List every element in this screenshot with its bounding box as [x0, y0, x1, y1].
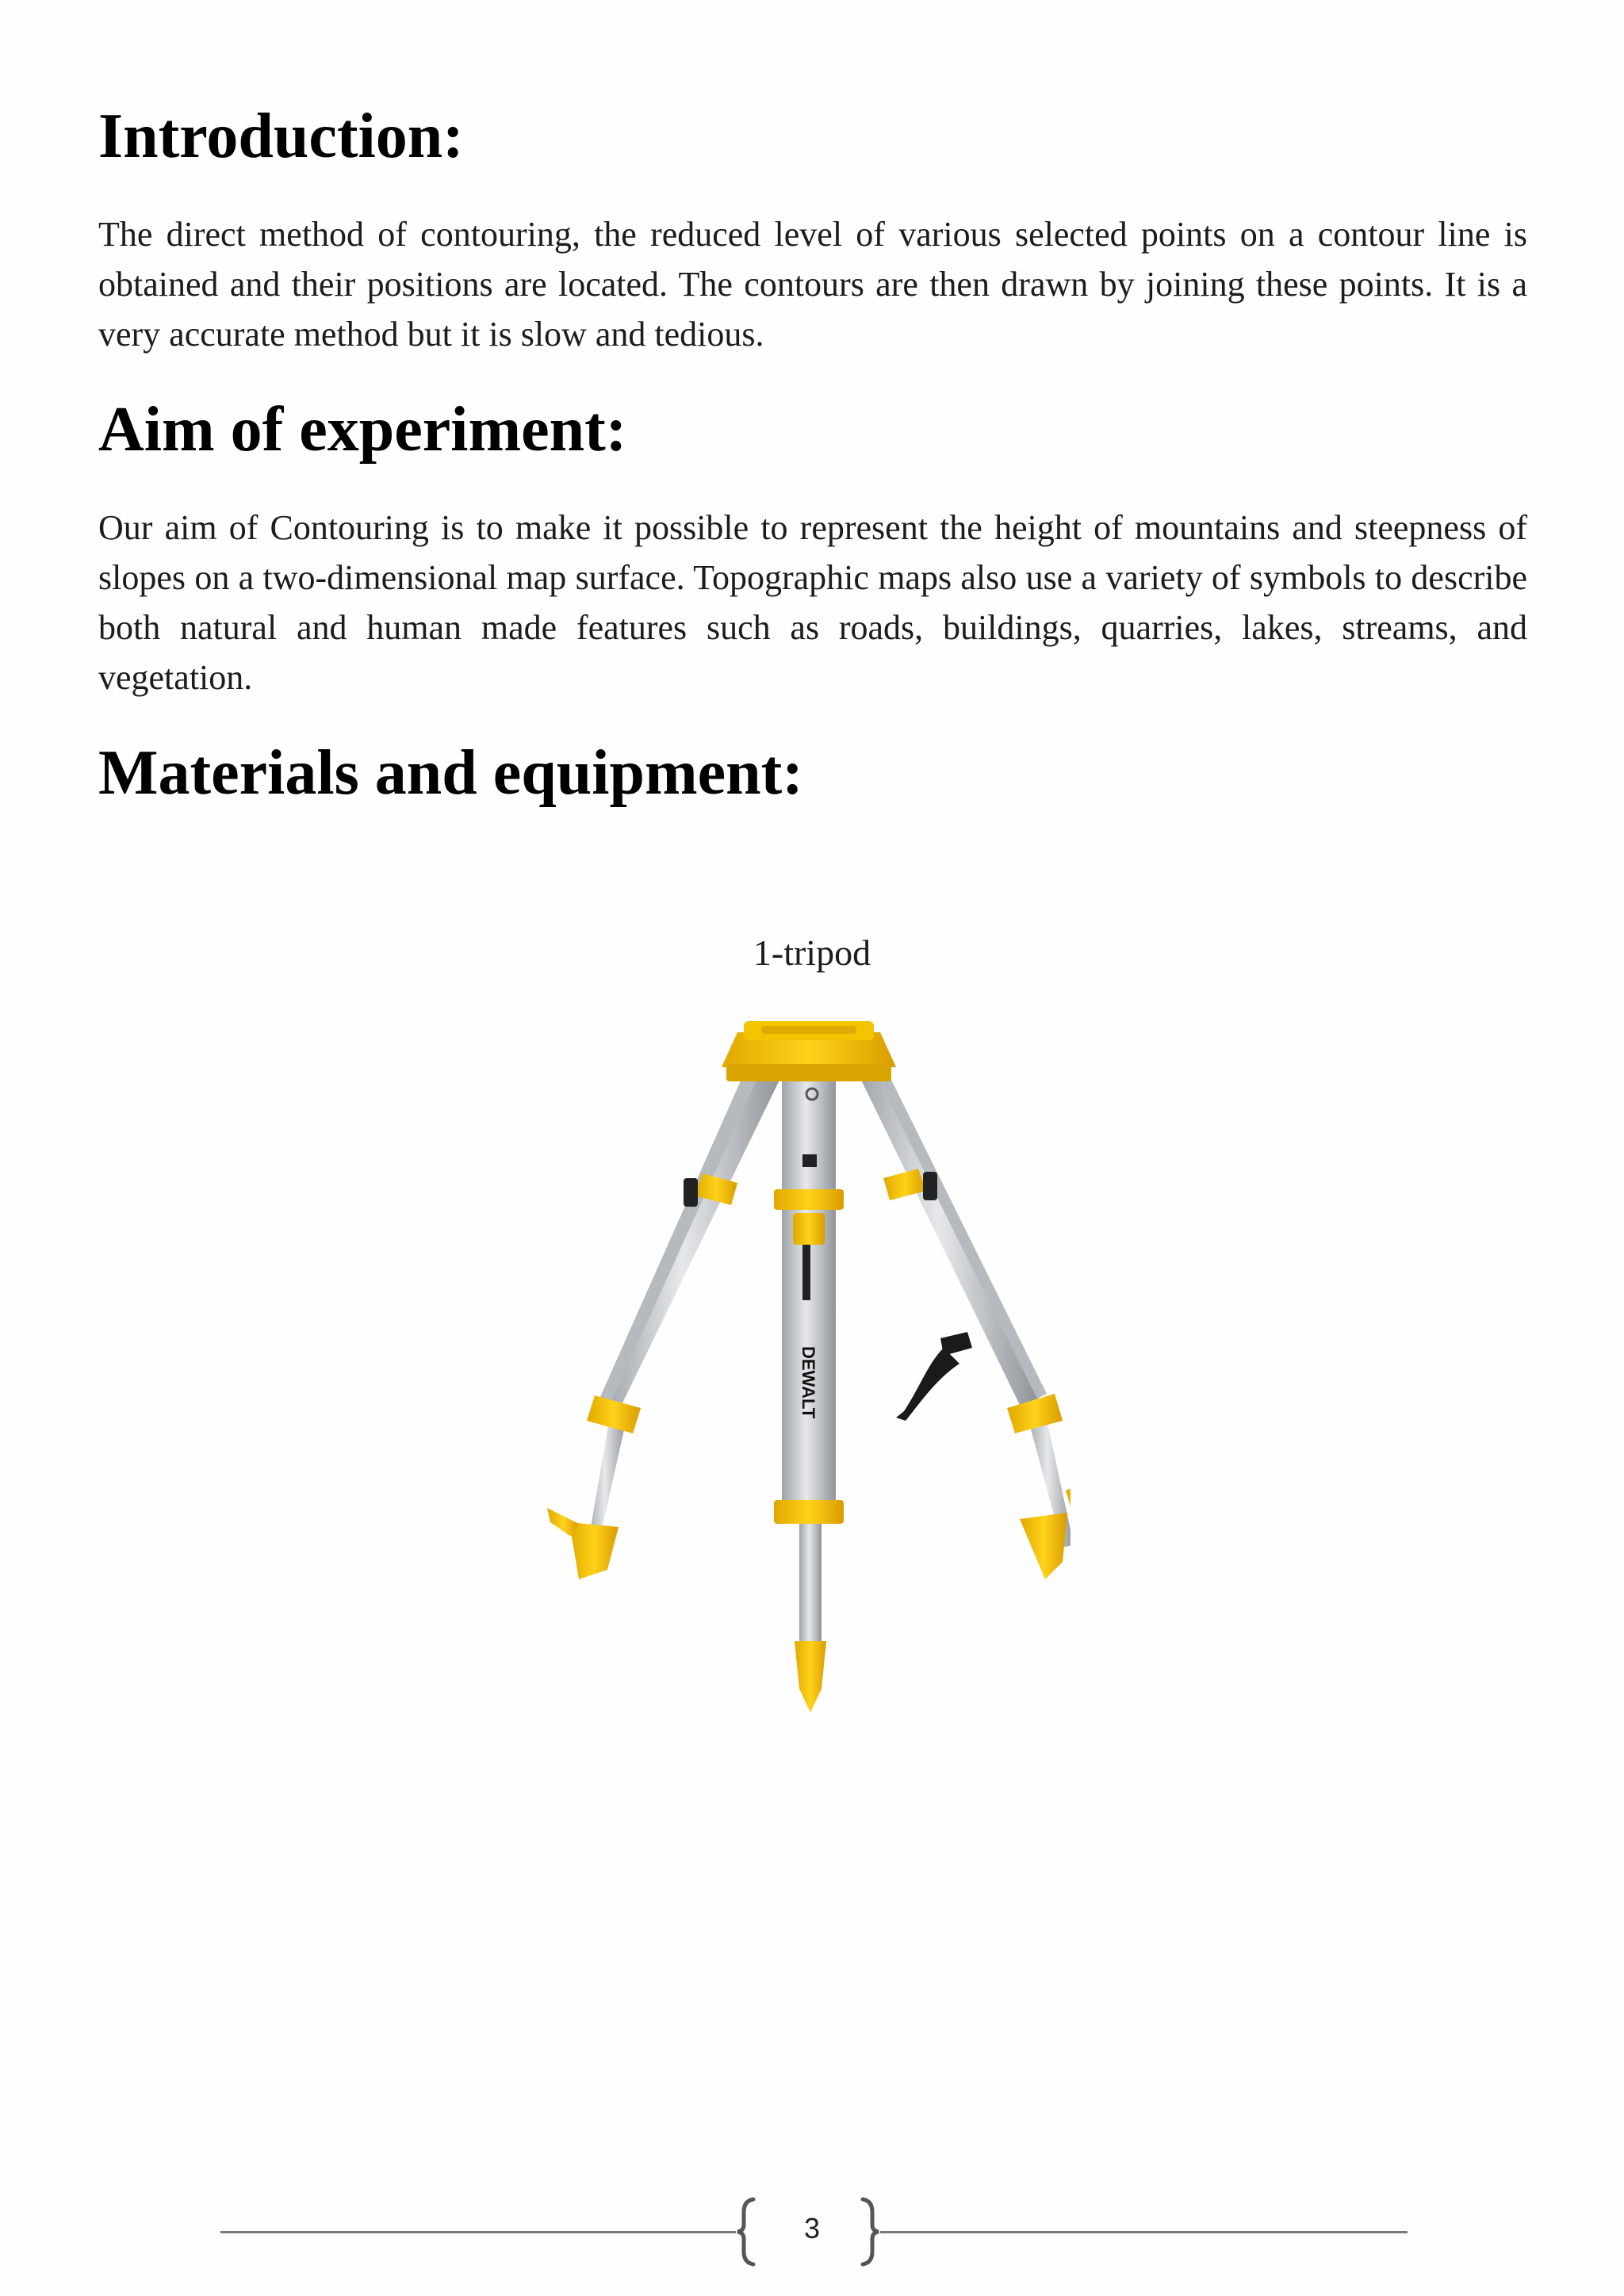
tripod-right-leg: [856, 1067, 1071, 1579]
page-footer: [0, 2196, 1624, 2267]
right-bracket-icon: [856, 2196, 880, 2267]
tripod-image: [547, 1015, 1071, 1728]
introduction-paragraph: The direct method of contouring, the reduced level of various selected points on a contour line is obtained and their positions are located. The contours are then drawn by joining these points. It is a very accurate method but it is slow and tedious.: [98, 215, 1527, 354]
introduction-heading: Introduction:: [98, 101, 464, 171]
tripod-left-leg: [547, 1070, 782, 1579]
materials-heading: Materials and equipment:: [98, 738, 803, 808]
aim-heading: Aim of experiment:: [98, 395, 627, 465]
page-number: 3: [803, 2212, 821, 2244]
footer-rule-right: [880, 2231, 1408, 2233]
tripod-center-leg: [774, 1077, 844, 1712]
brand-label: DEWALT: [799, 1346, 818, 1419]
aim-paragraph: Our aim of Contouring is to make it possible to represent the height of mountains and steepness of slopes on a two-dimensional map surface. Topographic maps also use a variety of symbols to describe both natural and human made features such as roads, buildings, quarries, lakes, streams, and vegetation.: [98, 508, 1527, 697]
figure-caption: 1-tripod: [753, 932, 871, 973]
